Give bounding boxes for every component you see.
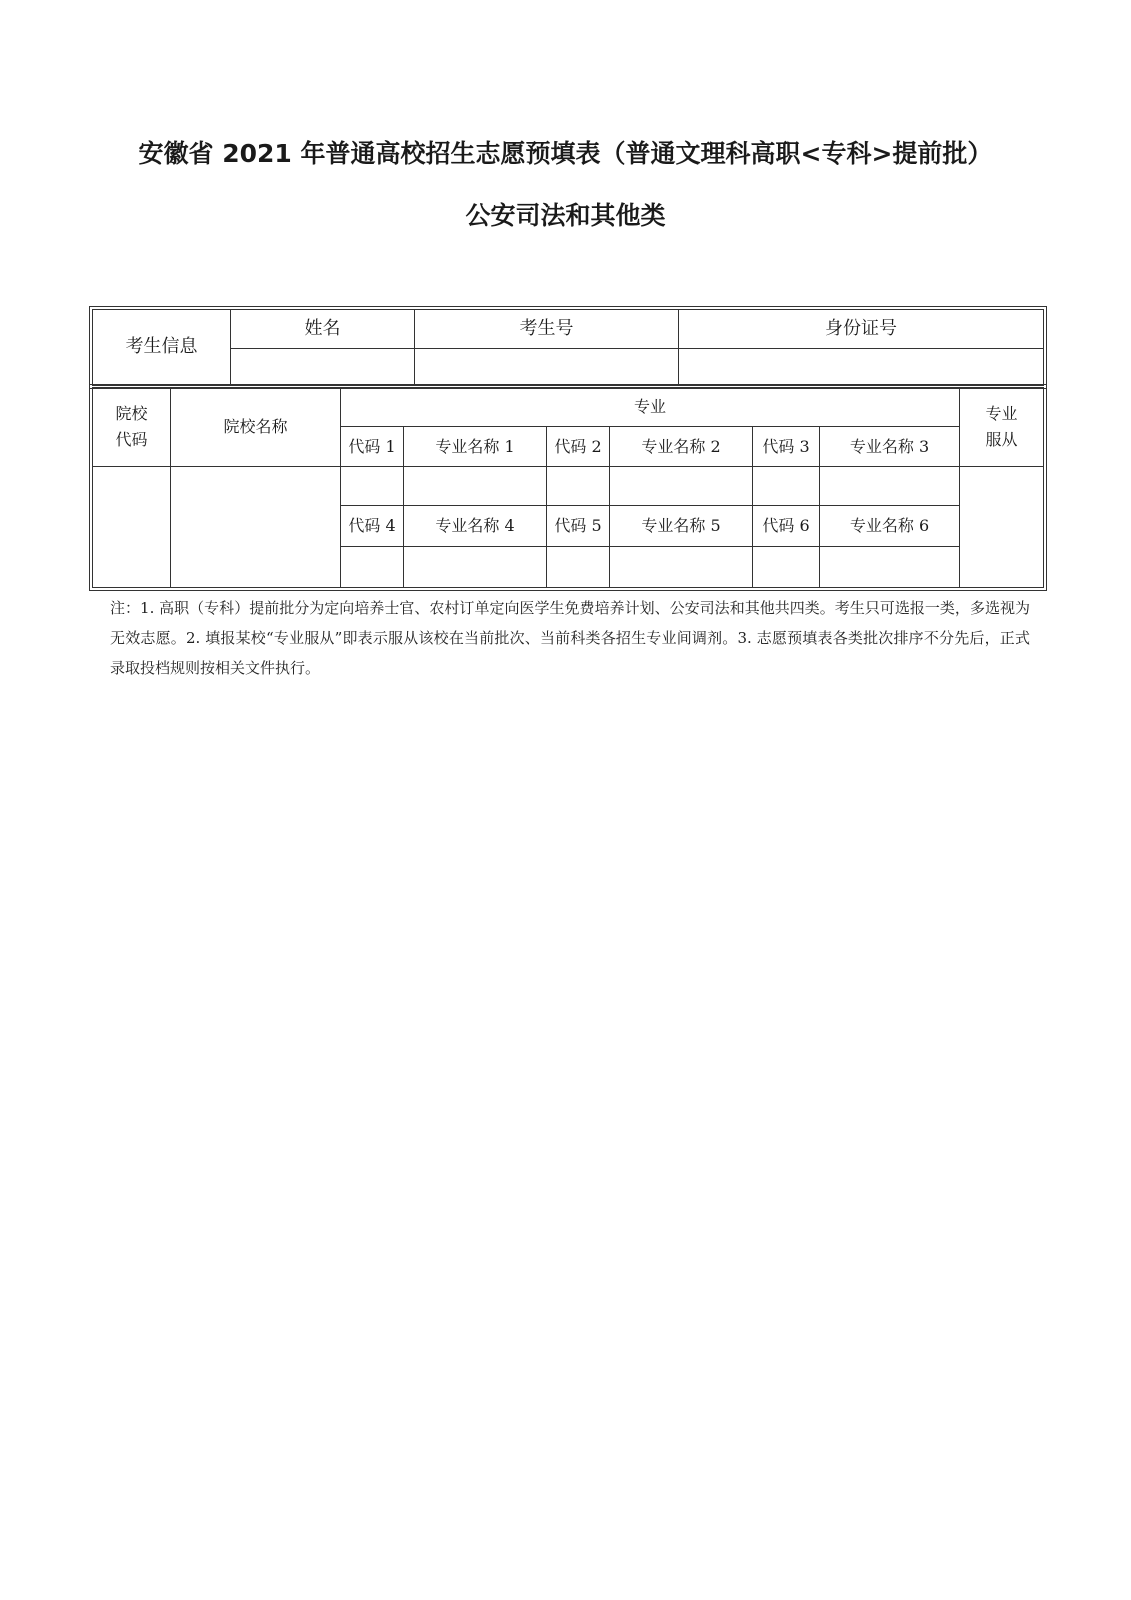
id-number-cell[interactable] — [679, 349, 1043, 385]
major-name-5-header: 专业名称 5 — [610, 506, 753, 547]
major-obey-header-line1: 专业 — [985, 404, 1018, 424]
major-code-3-cell[interactable] — [753, 467, 820, 506]
school-name-header: 院校名称 — [171, 388, 341, 467]
major-name-3-cell[interactable] — [820, 467, 960, 506]
major-code-5-header: 代码 5 — [547, 506, 610, 547]
major-code-2-header: 代码 2 — [547, 427, 610, 467]
major-name-4-header: 专业名称 4 — [404, 506, 547, 547]
form-subtitle: 公安司法和其他类 — [465, 201, 666, 230]
major-code-2-cell[interactable] — [547, 467, 610, 506]
major-obey-cell[interactable] — [960, 467, 1043, 587]
major-name-2-header: 专业名称 2 — [610, 427, 753, 467]
major-name-5-cell[interactable] — [610, 547, 753, 587]
major-code-1-cell[interactable] — [341, 467, 404, 506]
major-name-1-cell[interactable] — [404, 467, 547, 506]
school-code-header — [93, 388, 171, 467]
major-code-3-header: 代码 3 — [753, 427, 820, 467]
form-note: 注：1. 高职（专科）提前批分为定向培养士官、农村订单定向医学生免费培养计划、公安司法和其他共四类。考生只可选报一类，多选视为无效志愿。2. 填报某校“专业服从”即表示服从该校在当前批次、当前科类各招生专业间调剂。3. 志愿预填表各类批次排序不分先后，正式录取投档规则按相关文件执行。 — [110, 599, 1030, 677]
major-code-4-cell[interactable] — [341, 547, 404, 587]
major-name-2-cell[interactable] — [610, 467, 753, 506]
school-code-header-line2: 代码 — [115, 430, 148, 449]
major-name-6-header: 专业名称 6 — [820, 506, 960, 547]
school-name-cell[interactable] — [171, 467, 341, 587]
name-header: 姓名 — [231, 310, 415, 349]
major-code-5-cell[interactable] — [547, 547, 610, 587]
major-obey-header — [960, 388, 1043, 467]
volunteer-table — [92, 387, 1044, 588]
exam-number-cell[interactable] — [415, 349, 679, 385]
school-code-cell[interactable] — [93, 467, 171, 587]
major-code-6-cell[interactable] — [753, 547, 820, 587]
exam-number-header: 考生号 — [415, 310, 679, 349]
student-info-table — [92, 309, 1044, 386]
major-name-1-header: 专业名称 1 — [404, 427, 547, 467]
major-name-6-cell[interactable] — [820, 547, 960, 587]
student-info-label: 考生信息 — [93, 310, 231, 385]
id-number-header: 身份证号 — [679, 310, 1043, 349]
form-title: 安徽省 2021 年普通高校招生志愿预填表（普通文理科高职<专科>提前批） — [138, 139, 993, 168]
major-obey-header-line2: 服从 — [985, 430, 1018, 449]
name-cell[interactable] — [231, 349, 415, 385]
major-group-header: 专业 — [341, 388, 960, 427]
major-code-4-header: 代码 4 — [341, 506, 404, 547]
major-name-3-header: 专业名称 3 — [820, 427, 960, 467]
major-code-1-header: 代码 1 — [341, 427, 404, 467]
major-code-6-header: 代码 6 — [753, 506, 820, 547]
major-name-4-cell[interactable] — [404, 547, 547, 587]
school-code-header-line1: 院校 — [115, 404, 148, 424]
